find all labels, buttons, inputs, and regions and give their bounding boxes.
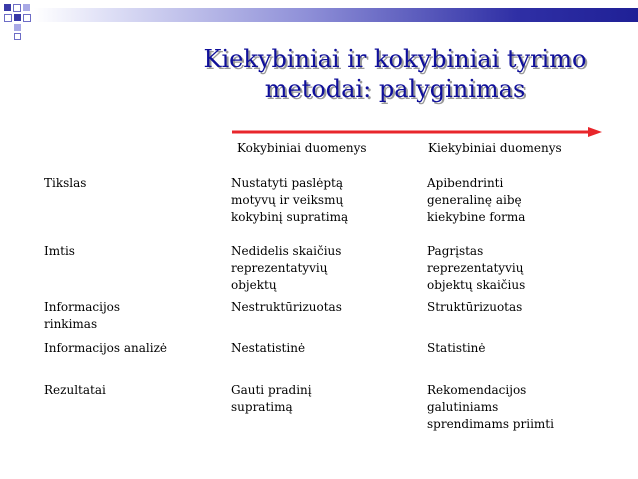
column-header-qualitative: Kokybiniai duomenys [237,141,367,155]
cell-qualitative [231,299,427,340]
cell-text-line: kiekybine forma [427,210,526,224]
header-decoration [0,0,638,42]
decor-square [4,4,11,11]
slide-title [160,44,630,104]
comparison-table [44,175,627,452]
cell-text-line: Rezultatai [44,383,106,397]
cell-text-line: Gauti pradinį [231,383,312,397]
cell-qualitative [231,175,427,243]
table-row [44,299,627,340]
cell-text-line: Nestatistinė [231,341,306,355]
cell-text-line: Nestruktūrizuotas [231,300,342,314]
cell-text-line: Struktūrizuotas [427,300,523,314]
decor-square [23,14,31,22]
title-line-1: Kiekybiniai ir kokybiniai tyrimo [203,45,587,73]
cell-text-line: Rekomendacijos [427,383,527,397]
cell-quantitative [427,340,627,382]
row-label [44,382,231,452]
cell-text-line: Informacijos analizė [44,341,168,355]
cell-text-line: Nustatyti paslėptą [231,176,344,190]
direction-arrow-icon [232,127,602,137]
cell-text-line: objektų skaičius [427,278,526,292]
cell-quantitative [427,175,627,243]
cell-text-line: reprezentatyvių [427,261,524,275]
decor-square [4,14,12,22]
cell-text-line: kokybinį supratimą [231,210,349,224]
cell-quantitative [427,243,627,299]
cell-text-line: sprendimams priimti [427,417,554,431]
table-row [44,382,627,452]
cell-text-line: motyvų ir veiksmų [231,193,344,207]
table-row [44,175,627,243]
cell-text-line: Imtis [44,244,75,258]
cell-qualitative [231,340,427,382]
header-gradient-bar [34,8,638,22]
decor-square [14,24,21,31]
cell-text-line: supratimą [231,400,293,414]
table-row [44,340,627,382]
cell-text-line: Pagrįstas [427,244,484,258]
row-label [44,340,231,382]
decor-square [14,33,21,40]
cell-text-line: Informacijos [44,300,121,314]
title-line-2: metodai: palyginimas [264,75,526,103]
cell-quantitative [427,382,627,452]
cell-quantitative [427,299,627,340]
cell-text-line: Statistinė [427,341,486,355]
row-label [44,243,231,299]
column-header-quantitative: Kiekybiniai duomenys [428,141,562,155]
cell-qualitative [231,243,427,299]
cell-text-line: reprezentatyvių [231,261,328,275]
row-label [44,175,231,243]
cell-text-line: Tikslas [44,176,87,190]
cell-text-line: generalinę aibę [427,193,522,207]
decor-square [13,4,21,12]
cell-text-line: Nedidelis skaičius [231,244,342,258]
cell-text-line: rinkimas [44,317,98,331]
decor-square [14,14,21,21]
cell-text-line: galutiniams [427,400,499,414]
cell-text-line: Apibendrinti [427,176,504,190]
row-label [44,299,231,340]
decor-square [23,4,30,11]
table-row [44,243,627,299]
cell-qualitative [231,382,427,452]
cell-text-line: objektų [231,278,277,292]
